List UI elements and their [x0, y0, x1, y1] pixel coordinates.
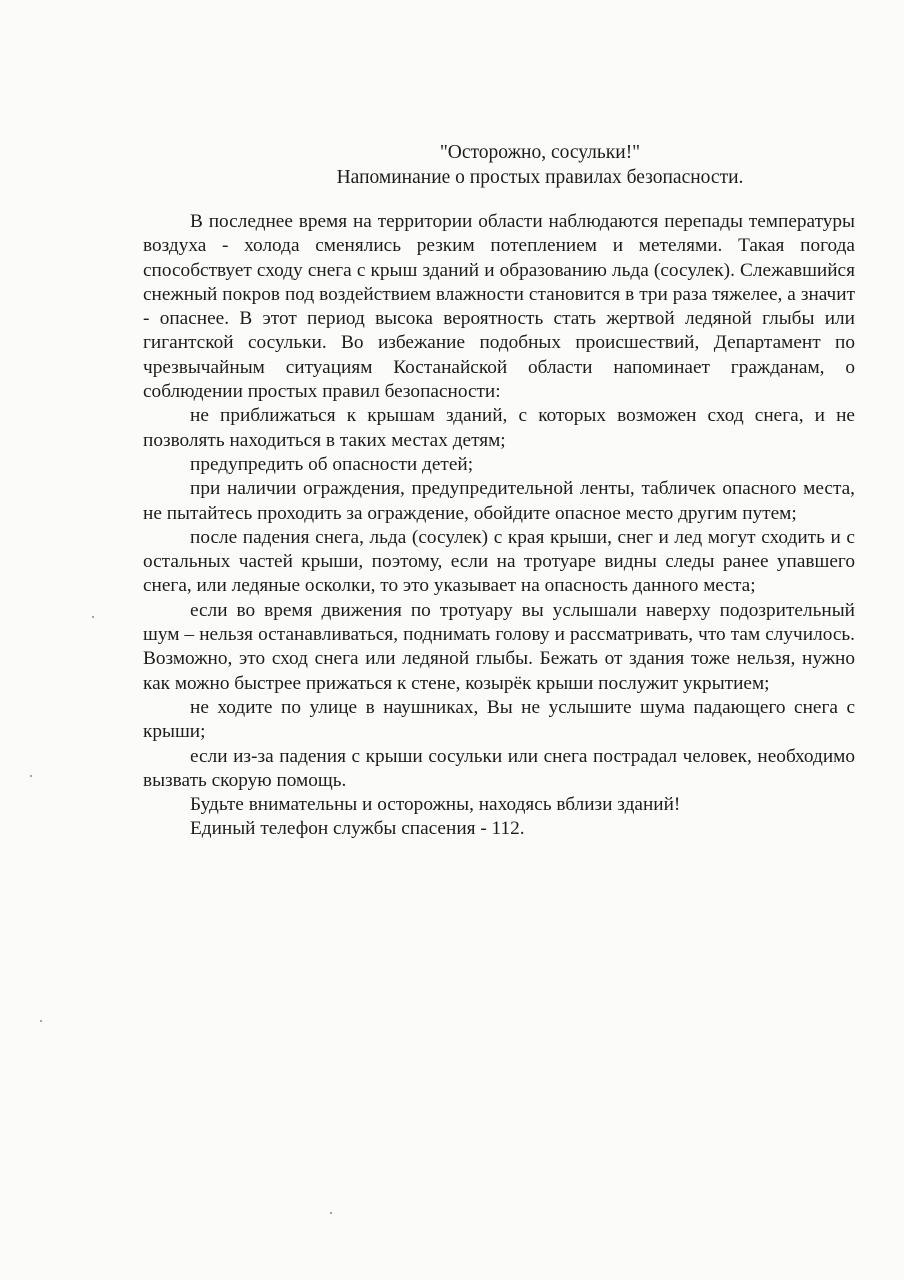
rule-item: если из-за падения с крыши сосульки или снега пострадал человек, необходимо вызвать скорую помощь.: [143, 745, 855, 791]
rule-item: после падения снега, льда (сосулек) с края крыши, снег и лед могут сходить и с остальных частей крыши, поэтому, если на тротуаре видны следы ранее упавшего снега, или ледяные осколки, то это указывает на опасность данного места;: [143, 526, 855, 597]
document-body: [143, 210, 855, 842]
scan-speck: [92, 616, 94, 618]
phone-paragraph: Единый телефон службы спасения - 112.: [190, 818, 525, 840]
document-title: "Осторожно, сосульки!": [439, 142, 641, 163]
rule-item: если во время движения по тротуару вы услышали наверху подозрительный шум – нельзя останавливаться, поднимать голову и рассматривать, что там случилось. Возможно, это сход снега или ледяной глыбы. Бежать от здания тоже нельзя, нужно как можно быстрее прижаться к стене, козырёк крыши послужит укрытием;: [143, 599, 855, 694]
rule-item: не приближаться к крышам зданий, с которых возможен сход снега, и не позволять находиться в таких местах детям;: [143, 405, 855, 451]
rule-item: при наличии ограждения, предупредительной ленты, табличек опасного места, не пытайтесь проходить за ограждение, обойдите опасное место другим путем;: [143, 478, 855, 524]
scan-speck: [30, 775, 32, 777]
closing-paragraph: Будьте внимательны и осторожны, находясь вблизи зданий!: [190, 794, 681, 816]
rule-item: не ходите по улице в наушниках, Вы не услышите шума падающего снега с крыши;: [143, 696, 855, 743]
scan-speck: [330, 1212, 332, 1214]
scan-speck: [40, 1020, 42, 1022]
document-subtitle: Напоминание о простых правилах безопасности.: [336, 167, 744, 188]
rule-item: предупредить об опасности детей;: [190, 453, 474, 475]
intro-paragraph: В последнее время на территории области наблюдаются перепады температуры воздуха - холода сменялись резким потеплением и метелями. Такая погода способствует сходу снега с крыш зданий и образованию льда (сосулек). Слежавшийся снежный покров под воздействием влажности становится в три раза тяжелее, а значит - опаснее. В этот период высока вероятность стать жертвой ледяной глыбы или гигантской сосульки. Во избежание подобных происшествий, Департамент по чрезвычайным ситуациям Костанайской области напоминает гражданам, о соблюдении простых правил безопасности:: [143, 211, 855, 403]
title-block: [300, 140, 780, 190]
